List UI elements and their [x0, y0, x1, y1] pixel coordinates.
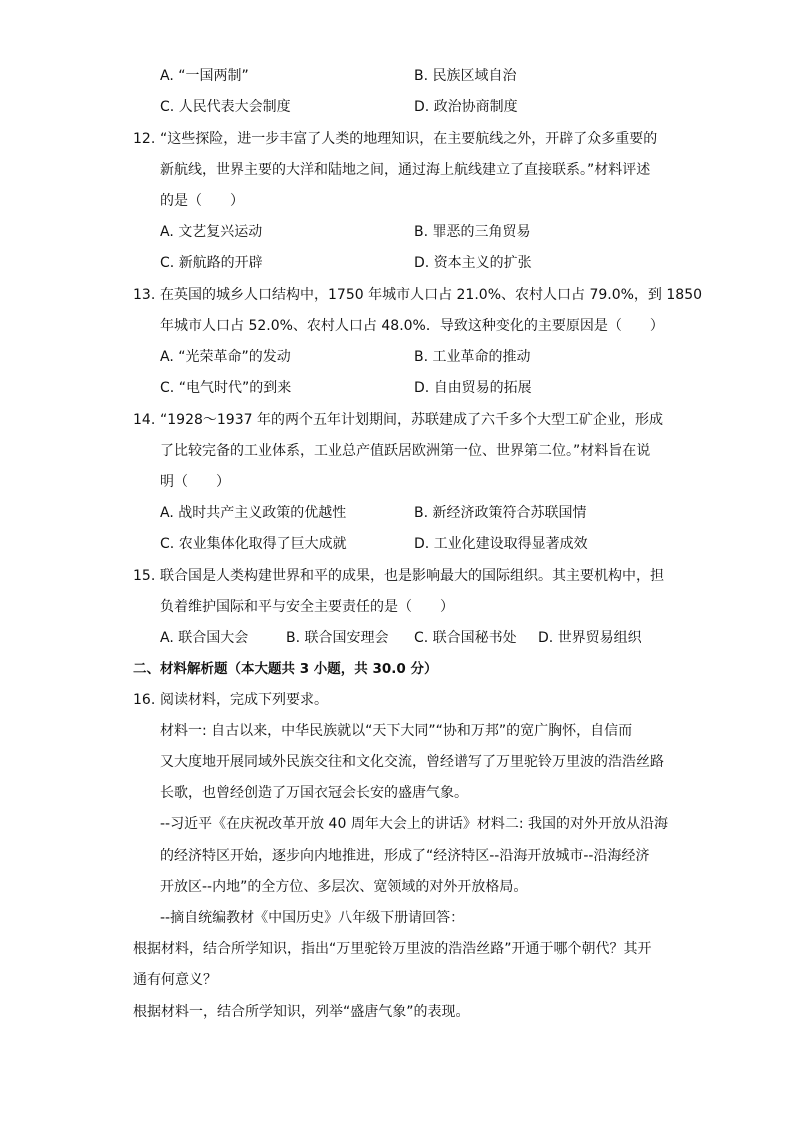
q14-option-d[interactable]: D. 工业化建设取得显著成效 — [414, 536, 588, 552]
q12-option-a[interactable]: A. 文艺复兴运动 — [160, 224, 263, 240]
q11-option-a[interactable]: A. “一国两制” — [160, 68, 249, 84]
q15-option-d[interactable]: D. 世界贸易组织 — [538, 630, 642, 646]
q12-option-b[interactable]: B. 罪恶的三角贸易 — [414, 224, 531, 240]
q14-option-c[interactable]: C. 农业集体化取得了巨大成就 — [160, 536, 347, 552]
q15-option-b[interactable]: B. 联合国安理会 — [286, 630, 389, 646]
q16-material-line: 又大度地开展同域外民族交往和文化交流，曾经谱写了万里驼铃万里波的浩浩丝路 — [160, 754, 664, 770]
q12-stem-line: 新航线，世界主要的大洋和陆地之间，通过海上航线建立了直接联系。”材料评述 — [160, 162, 651, 178]
q11-option-b[interactable]: B. 民族区域自治 — [414, 68, 517, 84]
q16-material-line: 材料一: 自古以来，中华民族就以“天下大同”“协和万邦”的宽广胸怀，自信而 — [160, 723, 633, 739]
q14-option-a[interactable]: A. 战时共产主义政策的优越性 — [160, 505, 347, 521]
q12-number: 12. — [133, 131, 156, 147]
q16-question-line: 通有何意义？ — [133, 972, 217, 988]
q12-option-d[interactable]: D. 资本主义的扩张 — [414, 255, 532, 271]
q16-intro: 阅读材料，完成下列要求。 — [160, 692, 328, 708]
q11-option-c[interactable]: C. 人民代表大会制度 — [160, 99, 291, 115]
q16-material-line: --摘自统编教材《中国历史》八年级下册请回答： — [160, 910, 465, 926]
q12-stem-line: 的是（ ） — [160, 193, 244, 209]
q12-stem-line: “这些探险，进一步丰富了人类的地理知识，在主要航线之外，开辟了众多重要的 — [160, 131, 658, 147]
q14-stem-line: 明（ ） — [160, 474, 230, 490]
q15-number: 15. — [133, 568, 156, 584]
q11-option-d[interactable]: D. 政治协商制度 — [414, 99, 518, 115]
q14-number: 14. — [133, 412, 156, 428]
q14-stem-line: 了比较完备的工业体系，工业总产值跃居欧洲第一位、世界第二位。”材料旨在说 — [160, 443, 651, 459]
q15-stem-line: 负着维护国际和平与安全主要责任的是（ ） — [160, 599, 454, 615]
q14-stem-line: “1928～1937 年的两个五年计划期间，苏联建成了六千多个大型工矿企业，形成 — [160, 412, 663, 428]
q16-material-line: 长歌，也曾经创造了万国衣冠会长安的盛唐气象。 — [160, 785, 468, 801]
q16-number: 16. — [133, 692, 156, 708]
section-heading: 二、材料解析题（本大题共 3 小题，共 30.0 分） — [133, 661, 438, 677]
q16-material-line: 开放区--内地”的全方位、多层次、宽领域的对外开放格局。 — [160, 879, 528, 895]
q16-material-line: --习近平《在庆祝改革开放 40 周年大会上的讲话》材料二: 我国的对外开放从沿海 — [160, 816, 668, 832]
q13-number: 13. — [133, 287, 156, 303]
q15-stem-line: 联合国是人类构建世界和平的成果，也是影响最大的国际组织。其主要机构中，担 — [160, 568, 664, 584]
q13-option-b[interactable]: B. 工业革命的推动 — [414, 349, 531, 365]
q13-option-a[interactable]: A. “光荣革命”的发动 — [160, 349, 291, 365]
q16-question-line: 根据材料，结合所学知识，指出“万里驼铃万里波的浩浩丝路”开通于哪个朝代？其开 — [133, 941, 652, 957]
q15-option-a[interactable]: A. 联合国大会 — [160, 630, 249, 646]
q16-question-line: 根据材料一，结合所学知识，列举“盛唐气象”的表现。 — [133, 1004, 470, 1020]
q12-option-c[interactable]: C. 新航路的开辟 — [160, 255, 263, 271]
q13-option-d[interactable]: D. 自由贸易的拓展 — [414, 380, 532, 396]
q13-option-c[interactable]: C. “电气时代”的到来 — [160, 380, 292, 396]
q13-stem-line: 年城市人口占 52.0%、农村人口占 48.0%．导致这种变化的主要原因是（ ） — [160, 318, 664, 334]
q15-option-c[interactable]: C. 联合国秘书处 — [414, 630, 517, 646]
q13-stem-line: 在英国的城乡人口结构中，1750 年城市人口占 21.0%、农村人口占 79.0%，到 1850 — [160, 287, 703, 303]
q14-option-b[interactable]: B. 新经济政策符合苏联国情 — [414, 505, 587, 521]
q16-material-line: 的经济特区开始，逐步向内地推进，形成了“经济特区--沿海开放城市--沿海经济 — [160, 848, 650, 864]
